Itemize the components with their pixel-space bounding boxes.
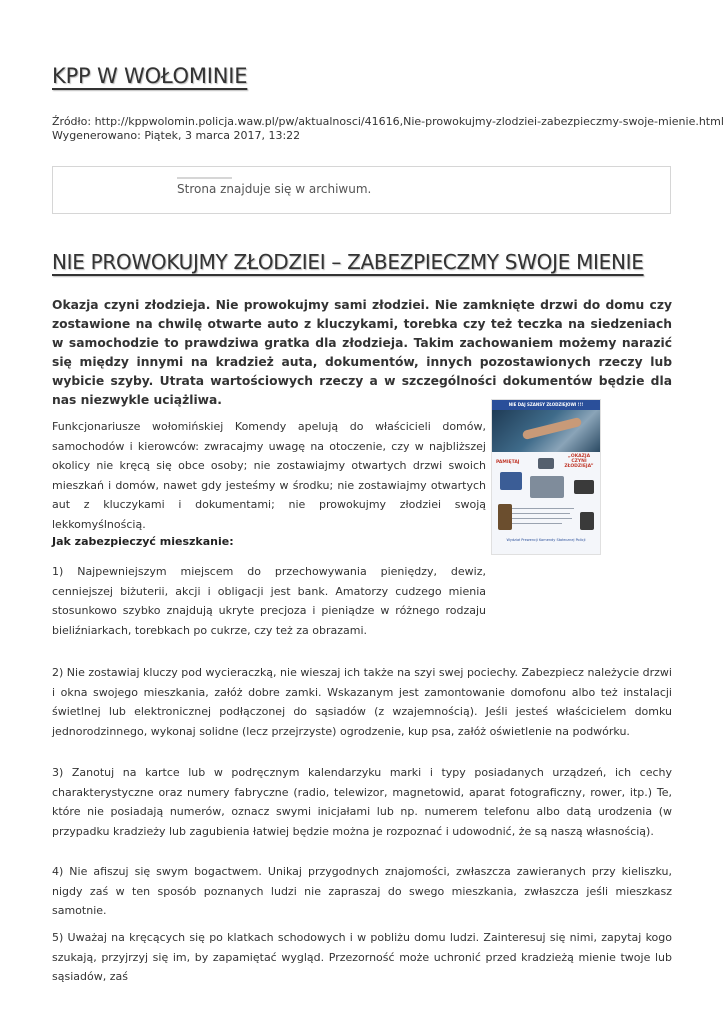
archive-divider (177, 177, 232, 179)
article-intro: Funkcjonariusze wołomińskiej Komendy apelują do właścicieli domów, samochodów i kierowców: zwracajmy uwagę na otoczenie, czy w najbliższej okolicy nie kręcą się obce osoby; nie zostawiajmy otwartych drzwi swoich mieszkań i domów, nawet gdy jesteśmy w środku; nie zostawiajmy otwartych aut z kluczykami i dokumentami; nie prowokujmy złodziei swoją lekkomyślnością. (52, 420, 486, 531)
poster-remember: PAMIĘTAJ (496, 460, 520, 465)
poster-footer: Wydział Prewencji Komendy Stołecznej Policji (506, 538, 586, 542)
poster-item-car (530, 476, 564, 498)
campaign-poster-image (491, 399, 601, 555)
source-line: Źródło: http://kppwolomin.policja.waw.pl/pw/aktualnosci/41616,Nie-prowokujmy-zlodziei-zabezpieczmy-swoje-mienie.html (52, 115, 724, 128)
list-item-point-4: 4) Nie afiszuj się swym bogactwem. Unikaj przygodnych znajomości, zwłaszcza zawieranych przy kieliszku, nigdy zaś w ten sposób poznanych ludzi nie zapraszaj do swego mieszkania, zwłaszcza jeśli mieszkasz samotnie. (52, 865, 672, 917)
poster-item-phone (580, 512, 594, 530)
poster-text-line (512, 518, 572, 519)
poster-text-line (512, 523, 562, 524)
generated-line: Wygenerowano: Piątek, 3 marca 2017, 13:22 (52, 129, 301, 142)
site-title: KPP W WOŁOMINIE (52, 64, 248, 88)
poster-text-line (512, 513, 570, 514)
archive-notice: Strona znajduje się w archiwum. (177, 182, 372, 196)
section-subheading: Jak zabezpieczyć mieszkanie: (52, 535, 234, 548)
poster-text-line (512, 508, 574, 509)
poster-item-figure (498, 504, 512, 530)
document-meta (52, 115, 724, 143)
list-item-point-5: 5) Uważaj na kręcących się po klatkach schodowych i w pobliżu domu ludzi. Zainteresuj się nimi, zapytaj kogo szukają, przyjrzyj się im, by zapamiętać wygląd. Przezorność może uchronić przed kradzieżą mienie twoje lub sąsiadów, zaś (52, 931, 672, 983)
list-item-point-2: 2) Nie zostawiaj kluczy pod wycieraczką, nie wieszaj ich także na szyi swej pociechy. Zabezpiecz należycie drzwi i okna swojego mieszkania, załóż dobre zamki. Wskazanym jest zamontowanie domofonu albo też instalacji świetlnej lub elektronicznej podłączonej do sąsiadów (z wzajemnością). Jeśli jesteś właścicielem domku jednorodzinnego, wykonaj solidne (lecz przejrzyste) ogrodzenie, kup psa, załóż oświetlenie na podwórku. (52, 666, 672, 738)
poster-item-case (574, 480, 594, 494)
poster-item-bag (500, 472, 522, 490)
list-item-point-1: 1) Najpewniejszym miejscem do przechowywania pieniędzy, dewiz, cenniejszej biżuterii, akcji i obligacji jest bank. Amatorzy cudzego mienia stosunkowo szybko znajdują ukryte precjoza i pieniądze w różnego rodzaju bieliźniarkach, torebkach po cukrze, czy też za obrazami. (52, 565, 486, 637)
article-title: NIE PROWOKUJMY ZŁODZIEI – ZABEZPIECZMY SWOJE MIENIE (52, 250, 644, 274)
list-item-point-3: 3) Zanotuj na kartce lub w podręcznym kalendarzyku marki i typy posiadanych urządzeń, ich cechy charakterystyczne oraz numery fabryczne (radio, telewizor, magnetowid, aparat fotograficzny, rower, itp.) Te, które nie posiadają numerów, oznacz swymi inicjałami lub np. numerem telefonu albo datą urodzenia (w przypadku kradzieży lub zagubienia łatwiej będzie można je rozpoznać i udowodnić, że są naszą własnością). (52, 766, 672, 838)
poster-slogan: „OKAZJA CZYNI ZŁODZIEJA” (564, 454, 594, 469)
article-lead: Okazja czyni złodzieja. Nie prowokujmy sami złodziei. Nie zamknięte drzwi do domu czy zostawione na chwilę otwarte auto z kluczykami, torebka czy też teczka na siedzeniach w samochodzie to prawdziwa gratka dla złodzieja. Takim zachowaniem możemy narazić się między innymi na kradzież auta, dokumentów, innych pozostawionych rzeczy lub wybicie szyby. Utrata wartościowych rzeczy a w szczególności dokumentów będzie dla nas niezwykle uciążliwa. (52, 298, 672, 407)
poster-header: NIE DAJ SZANSY ZŁODZIEJOWI !!! (492, 400, 600, 410)
poster-item-radio (538, 458, 554, 469)
archive-notice-box (52, 166, 671, 214)
